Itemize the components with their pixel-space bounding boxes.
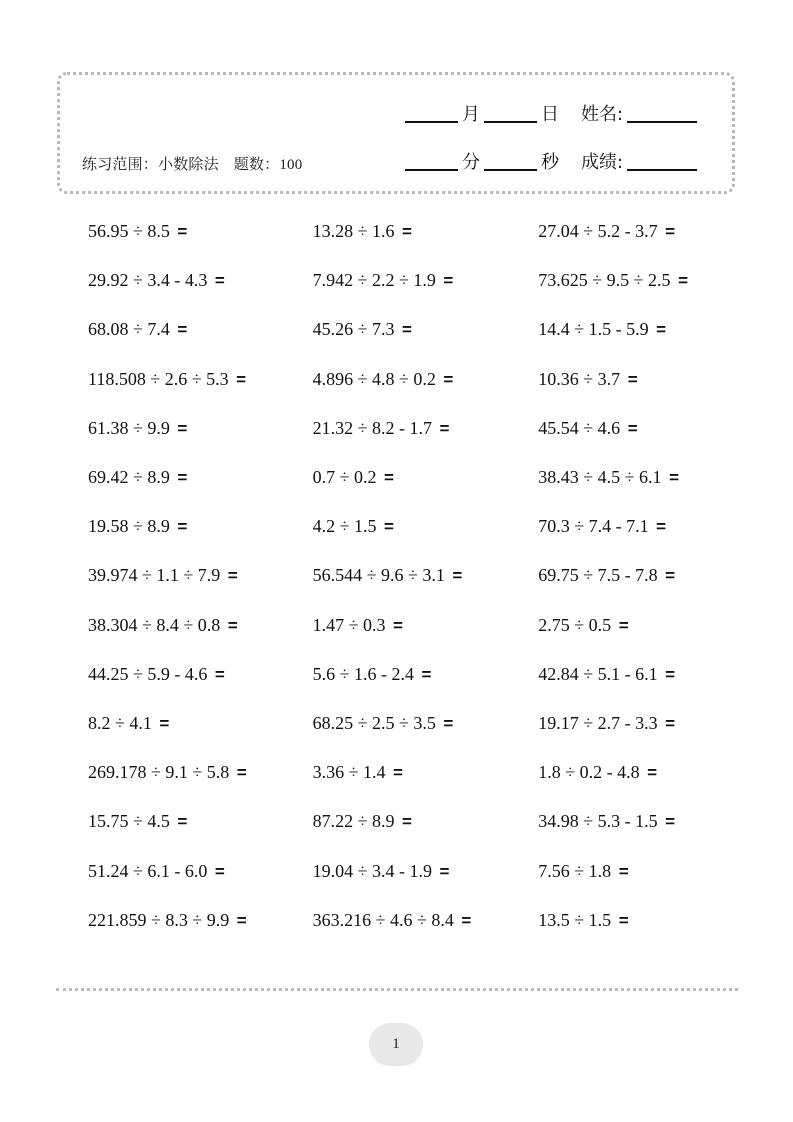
problem-item	[313, 713, 539, 734]
equals-sign: =	[177, 418, 188, 438]
second-label: 秒	[541, 152, 559, 173]
problem-item	[538, 369, 728, 390]
equals-sign: =	[618, 910, 629, 930]
equals-sign: =	[443, 271, 454, 291]
problem-expression: 19.17 ÷ 2.7 - 3.3	[538, 712, 658, 733]
problem-item	[88, 418, 313, 439]
problem-expression: 7.56 ÷ 1.8	[538, 860, 612, 881]
month-label: 月	[462, 104, 480, 125]
equals-sign: =	[402, 812, 412, 832]
problem-item	[538, 418, 728, 439]
problem-expression: 4.2 ÷ 1.5	[312, 516, 377, 537]
equals-sign: =	[402, 320, 412, 340]
problem-expression: 1.47 ÷ 0.3	[312, 614, 386, 635]
equals-sign: =	[665, 222, 676, 242]
equals-sign: =	[627, 418, 638, 438]
problem-expression: 1.8 ÷ 0.2 - 4.8	[538, 762, 640, 783]
problem-item	[538, 516, 728, 537]
month-blank[interactable]	[405, 101, 458, 123]
equals-sign: =	[618, 861, 629, 881]
problem-row	[88, 601, 728, 650]
count-value: 100	[279, 157, 303, 173]
equals-sign: =	[393, 615, 403, 635]
day-label: 日	[541, 104, 559, 125]
equals-sign: =	[402, 222, 412, 242]
problem-item	[538, 910, 728, 931]
equals-sign: =	[439, 418, 450, 438]
problem-row	[88, 305, 728, 354]
score-label: 成绩:	[581, 152, 624, 173]
problem-expression: 68.08 ÷ 7.4	[88, 319, 170, 340]
problem-row	[88, 404, 728, 453]
problem-expression: 13.5 ÷ 1.5	[538, 909, 612, 930]
problem-expression: 87.22 ÷ 8.9	[312, 811, 395, 832]
equals-sign: =	[177, 468, 188, 488]
problem-expression: 10.36 ÷ 3.7	[538, 368, 621, 389]
problem-expression: 2.75 ÷ 0.5	[538, 614, 612, 635]
problem-expression: 61.38 ÷ 9.9	[88, 417, 170, 438]
problem-item	[313, 221, 539, 242]
problem-item	[538, 861, 728, 882]
equals-sign: =	[656, 517, 667, 537]
problem-row	[88, 355, 728, 404]
problem-expression: 45.54 ÷ 4.6	[538, 417, 621, 438]
problem-item	[88, 713, 313, 734]
equals-sign: =	[665, 713, 676, 733]
name-blank[interactable]	[627, 101, 697, 123]
problem-expression: 13.28 ÷ 1.6	[312, 221, 395, 242]
equals-sign: =	[678, 271, 688, 291]
problem-expression: 221.859 ÷ 8.3 ÷ 9.9	[88, 909, 230, 930]
problem-item	[88, 615, 313, 636]
equals-sign: =	[461, 910, 472, 930]
problem-item	[313, 565, 539, 586]
problem-expression: 4.896 ÷ 4.8 ÷ 0.2	[312, 368, 436, 389]
problem-item	[88, 319, 313, 340]
problem-item	[538, 713, 728, 734]
problem-item	[88, 221, 313, 242]
problem-expression: 34.98 ÷ 5.3 - 1.5	[538, 811, 658, 832]
equals-sign: =	[393, 763, 403, 783]
problem-expression: 3.36 ÷ 1.4	[312, 762, 386, 783]
equals-sign: =	[227, 615, 238, 635]
problem-row	[88, 256, 728, 305]
equals-sign: =	[177, 517, 188, 537]
range-label: 练习范围：小数除法	[82, 155, 219, 173]
equals-sign: =	[452, 566, 463, 586]
problem-item	[313, 861, 539, 882]
problem-item	[88, 910, 313, 931]
problem-item	[88, 565, 313, 586]
score-blank[interactable]	[627, 149, 697, 171]
problem-item	[538, 565, 728, 586]
problem-row	[88, 748, 728, 797]
problem-item	[88, 664, 313, 685]
problem-expression: 69.75 ÷ 7.5 - 7.8	[538, 565, 658, 586]
equals-sign: =	[669, 468, 679, 488]
problem-item	[538, 664, 728, 685]
equals-sign: =	[177, 320, 188, 340]
problem-expression: 118.508 ÷ 2.6 ÷ 5.3	[88, 368, 229, 389]
problem-item	[88, 861, 313, 882]
problem-item	[538, 221, 728, 242]
problem-item	[88, 811, 313, 832]
equals-sign: =	[647, 763, 658, 783]
equals-sign: =	[665, 664, 676, 684]
equals-sign: =	[665, 566, 676, 586]
problem-row	[88, 650, 728, 699]
problem-expression: 73.625 ÷ 9.5 ÷ 2.5	[538, 270, 671, 291]
page-number: 1	[369, 1023, 423, 1066]
problem-item	[88, 270, 313, 291]
problem-expression: 56.544 ÷ 9.6 ÷ 3.1	[312, 565, 445, 586]
equals-sign: =	[443, 369, 454, 389]
equals-sign: =	[236, 369, 247, 389]
problem-item	[313, 270, 539, 291]
problem-expression: 51.24 ÷ 6.1 - 6.0	[88, 860, 208, 881]
problem-expression: 38.43 ÷ 4.5 ÷ 6.1	[538, 467, 662, 488]
problem-item	[313, 910, 539, 931]
problem-expression: 269.178 ÷ 9.1 ÷ 5.8	[88, 762, 230, 783]
problem-item	[88, 762, 313, 783]
minute-label: 分	[462, 152, 480, 173]
equals-sign: =	[227, 566, 238, 586]
equals-sign: =	[214, 664, 225, 684]
problem-item	[88, 369, 313, 390]
footer-divider	[56, 988, 738, 991]
problem-item	[313, 319, 539, 340]
equals-sign: =	[384, 468, 394, 488]
problem-row	[88, 699, 728, 748]
equals-sign: =	[384, 517, 394, 537]
problem-item	[538, 811, 728, 832]
problem-item	[313, 467, 539, 488]
problem-expression: 19.04 ÷ 3.4 - 1.9	[312, 860, 433, 881]
equals-sign: =	[439, 861, 450, 881]
problem-row	[88, 797, 728, 846]
problem-item	[313, 811, 539, 832]
problem-item	[538, 615, 728, 636]
problem-expression: 7.942 ÷ 2.2 ÷ 1.9	[312, 270, 436, 291]
problem-item	[313, 762, 539, 783]
equals-sign: =	[656, 320, 667, 340]
problem-expression: 0.7 ÷ 0.2	[312, 467, 377, 488]
equals-sign: =	[159, 713, 170, 733]
problem-item	[313, 615, 539, 636]
problem-item	[88, 467, 313, 488]
problem-item	[313, 418, 539, 439]
problem-item	[538, 467, 728, 488]
time-score-row	[405, 148, 697, 174]
equals-sign: =	[177, 812, 188, 832]
problem-row	[88, 896, 728, 945]
problem-expression: 70.3 ÷ 7.4 - 7.1	[538, 516, 649, 537]
equals-sign: =	[421, 664, 432, 684]
problem-expression: 42.84 ÷ 5.1 - 6.1	[538, 663, 658, 684]
problem-expression: 8.2 ÷ 4.1	[88, 712, 152, 733]
equals-sign: =	[214, 271, 225, 291]
problem-expression: 19.58 ÷ 8.9	[88, 516, 170, 537]
problem-item	[313, 516, 539, 537]
problem-expression: 69.42 ÷ 8.9	[88, 467, 170, 488]
worksheet-header	[57, 72, 735, 194]
name-label: 姓名:	[581, 104, 624, 125]
problem-expression: 29.92 ÷ 3.4 - 4.3	[88, 270, 208, 291]
problem-grid	[88, 207, 728, 945]
problem-item	[88, 516, 313, 537]
problem-row	[88, 502, 728, 551]
problem-expression: 39.974 ÷ 1.1 ÷ 7.9	[88, 565, 221, 586]
problem-row	[88, 207, 728, 256]
problem-expression: 38.304 ÷ 8.4 ÷ 0.8	[88, 614, 221, 635]
equals-sign: =	[236, 763, 247, 783]
problem-expression: 44.25 ÷ 5.9 - 4.6	[88, 663, 208, 684]
problem-item	[313, 369, 539, 390]
problem-expression: 27.04 ÷ 5.2 - 3.7	[538, 221, 658, 242]
problem-expression: 21.32 ÷ 8.2 - 1.7	[312, 417, 433, 438]
date-name-row	[405, 100, 697, 126]
problem-item	[538, 270, 728, 291]
equals-sign: =	[236, 910, 247, 930]
problem-item	[538, 319, 728, 340]
problem-expression: 56.95 ÷ 8.5	[88, 221, 170, 242]
problem-row	[88, 846, 728, 895]
equals-sign: =	[665, 812, 676, 832]
equals-sign: =	[618, 615, 629, 635]
problem-item	[313, 664, 539, 685]
day-blank[interactable]	[484, 101, 537, 123]
minute-blank[interactable]	[405, 149, 458, 171]
practice-range	[82, 153, 302, 174]
second-blank[interactable]	[484, 149, 537, 171]
problem-expression: 5.6 ÷ 1.6 - 2.4	[312, 663, 415, 684]
equals-sign: =	[627, 369, 638, 389]
problem-expression: 363.216 ÷ 4.6 ÷ 8.4	[312, 909, 454, 930]
equals-sign: =	[214, 861, 225, 881]
problem-item	[538, 762, 728, 783]
problem-expression: 68.25 ÷ 2.5 ÷ 3.5	[312, 712, 436, 733]
equals-sign: =	[443, 713, 454, 733]
problem-row	[88, 453, 728, 502]
problem-row	[88, 551, 728, 600]
problem-expression: 15.75 ÷ 4.5	[88, 811, 170, 832]
equals-sign: =	[177, 222, 188, 242]
problem-expression: 45.26 ÷ 7.3	[312, 319, 395, 340]
count-label: 题数：	[233, 155, 280, 173]
problem-expression: 14.4 ÷ 1.5 - 5.9	[538, 319, 649, 340]
